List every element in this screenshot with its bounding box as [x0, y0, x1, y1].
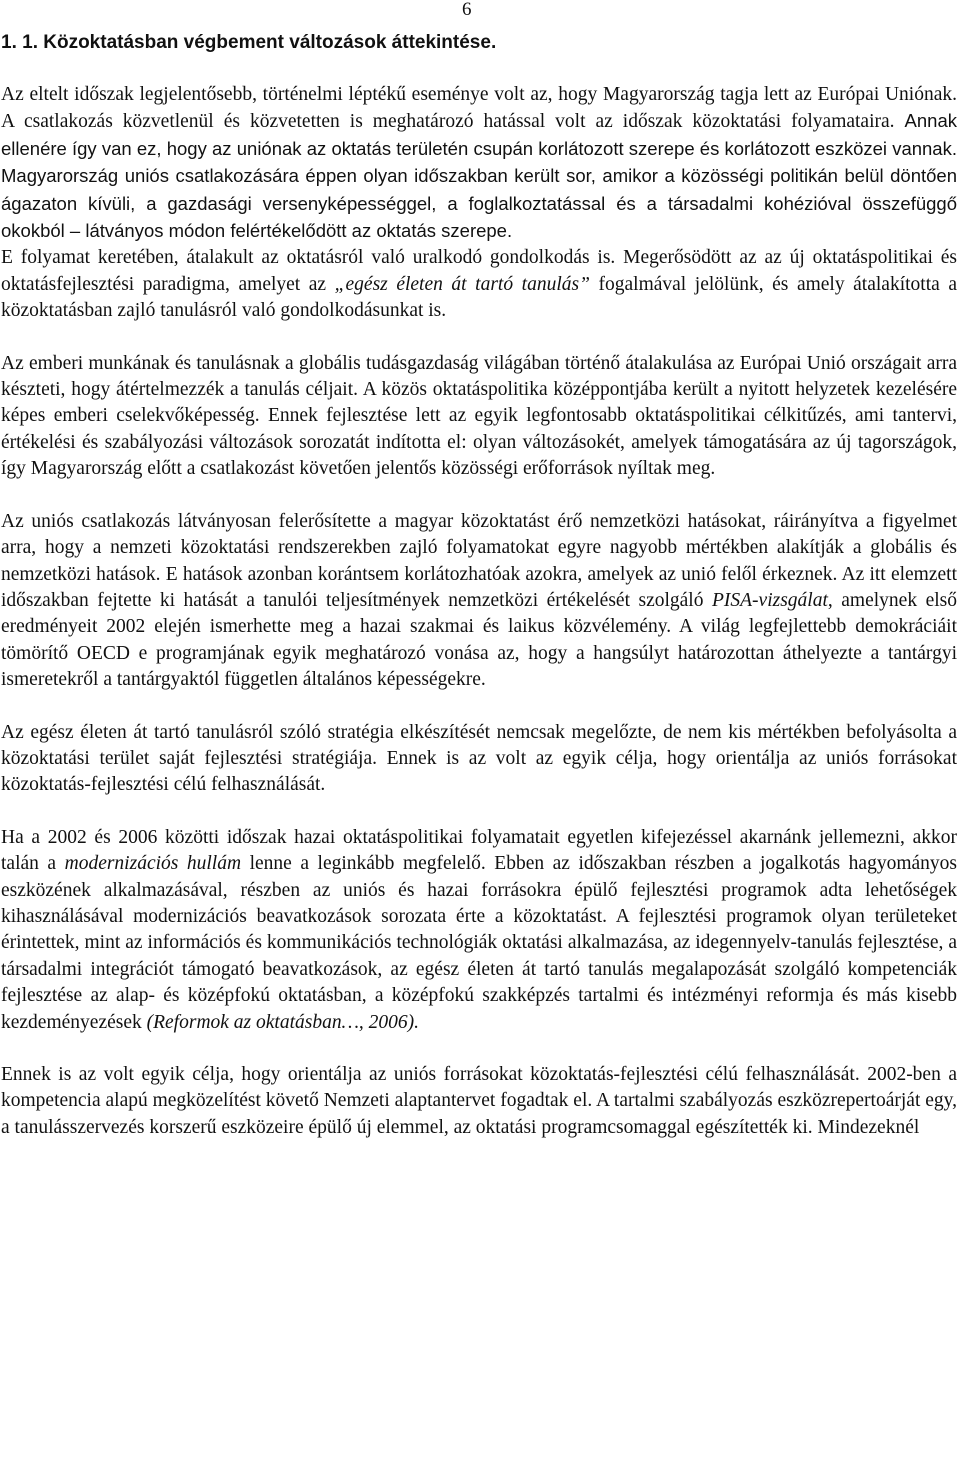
paragraph-6-part-2: lenne a leginkább megfelelő. Ebben az időszakban részben a jogalkotás hagyományos eszközének alkalmazásával, részben az uniós és hazai forrásokra épülő fejlesztési programok adta lehetőségek kihasználásával modernizációs beavatkozások sorozata érte a közoktatást. A fejlesztési programok olyan területeket érintettek, mint az információs és kommunikációs technológiák oktatási alkalmazása, az idegennyelv-tanulás fejlesztése, a társadalmi integrációt támogató beavatkozások, az egész életen át tartó tanulás megalapozását szolgáló kompetenciák fejlesztése az alap- és középfokú oktatásban, a középfokú szakképzés tartalmi és intézményi reformja és más kisebb kezdeményezések [1, 853, 957, 1033]
paragraph-2 [1, 245, 957, 324]
paragraph-6-emphasis-1: modernizációs hullám [64, 853, 242, 875]
paragraph-4-part-2: , amelynek első eredményeit 2002 elején ismerhette meg a hazai szakmai és laikus közvélemény. A világ legfejlettebb demokráciáit tömörítő OECD e programjának egyik meghatározó vonása az, hogy a hangsúlyt határozottan áthelyezte a tantárgyi ismeretekről a tantárgyaktól független általános képességekre. [1, 589, 957, 691]
paragraph-4-part-1: Az uniós csatlakozás látványosan felerősítette a magyar közoktatást érő nemzetközi hatásokat, ráirányítva a figyelmet arra, hogy a nemzeti közoktatási rendszerekben zajló folyamatokat egyre nagyobb mértékben alakítják a globális és nemzetközi hatások. E hatások azonban korántsem korlátozhatóak azokra, amelyek az unió felől érkeznek. Az itt elemzett időszakban fejtette ki hatását a tanulói teljesítmények nemzetközi értékelését szolgáló [1, 510, 957, 611]
paragraph-2-part-2: fogalmával jelölünk, és amely átalakította a közoktatásban zajló tanulásról való gondolkodásunkat is. [1, 273, 957, 322]
page-number: 6 [462, 0, 472, 20]
paragraph-4-emphasis: PISA-vizsgálat [711, 589, 828, 611]
paragraph-4 [1, 509, 957, 694]
paragraph-1-part-2: Annak ellenére így van ez, hogy az uniónak az oktatás területén csupán korlátozott szerepe és korlátozott eszközei vannak. [1, 110, 957, 159]
paragraph-6 [1, 825, 957, 1036]
paragraph-2-emphasis: „egész életen át tartó tanulás” [334, 273, 590, 295]
paragraph-3: Az emberi munkának és tanulásnak a globális tudásgazdaság világában történő átalakulása az Európai Unió országait arra készteti, hogy átértelmezzék a tanulás céljait. A közös oktatáspolitika középpontjába került a nyitott helyzetek kezelésére képes emberi cselekvőképesség. Ennek fejlesztése lett az egyik legfontosabb oktatáspolitikai célkitűzés, ami tantervi, értékelési és szabályozási változások sorozatát indította el: olyan változásokét, amelyek támogatására az új tagországok, így Magyarország előtt a csatlakozást követően jelentős közösségi erőforrások nyíltak meg. [1, 352, 957, 480]
section-heading: 1. 1. Közoktatásban végbement változások áttekintése. [1, 32, 497, 53]
paragraph-1 [1, 82, 957, 245]
document-body [1, 82, 957, 1141]
paragraph-6-emphasis-2: (Reformok az oktatásban…, 2006). [146, 1011, 420, 1033]
paragraph-2-part-1: E folyamat keretében, átalakult az oktatásról való uralkodó gondolkodás is. Megerősödött az az új oktatáspolitikai és oktatásfejlesztési paradigma, amelyet az [1, 247, 957, 295]
paragraph-1-part-1: Az eltelt időszak legjelentősebb, történelmi léptékű eseménye volt az, hogy Magyarország tagja lett az Európai Uniónak. A csatlakozás közvetlenül és közvetetten is meghatározó hatással volt az időszak közoktatási folyamataira. [1, 84, 957, 133]
paragraph-7: Ennek is az volt egyik célja, hogy orientálja az uniós forrásokat közoktatás-fejlesztési célú felhasználását. 2002-ben a kompetencia alapú megközelítést követő Nemzeti alaptantervet fogadtak el. A tartalmi szabályozás eszközrepertoárját egy, a tanulásszervezés korszerű eszközeire épülő új elemmel, az oktatási programcsomaggal egészítették ki. Mindezeknél [1, 1064, 957, 1138]
paragraph-1-part-3: Magyarország uniós csatlakozására éppen olyan időszakban került sor, amikor a közösségi politikán belül döntően ágazaton kívüli, a gazdasági versenyképességgel, a foglalkoztatással és a társadalmi kohézióval összefüggő okokból – látványos módon felértékelődött az oktatás szerepe. [1, 165, 957, 242]
paragraph-6-part-1: Ha a 2002 és 2006 közötti időszak hazai oktatáspolitikai folyamatait egyetlen kifejezéssel akarnánk jellemezni, akkor talán a [1, 826, 957, 875]
paragraph-5: Az egész életen át tartó tanulásról szóló stratégia elkészítését nemcsak megelőzte, de nem kis mértékben befolyásolta a közoktatási terület saját fejlesztési stratégiája. Ennek is az volt az egyik célja, hogy orientálja az uniós forrásokat közoktatás-fejlesztési célú felhasználását. [1, 721, 957, 796]
